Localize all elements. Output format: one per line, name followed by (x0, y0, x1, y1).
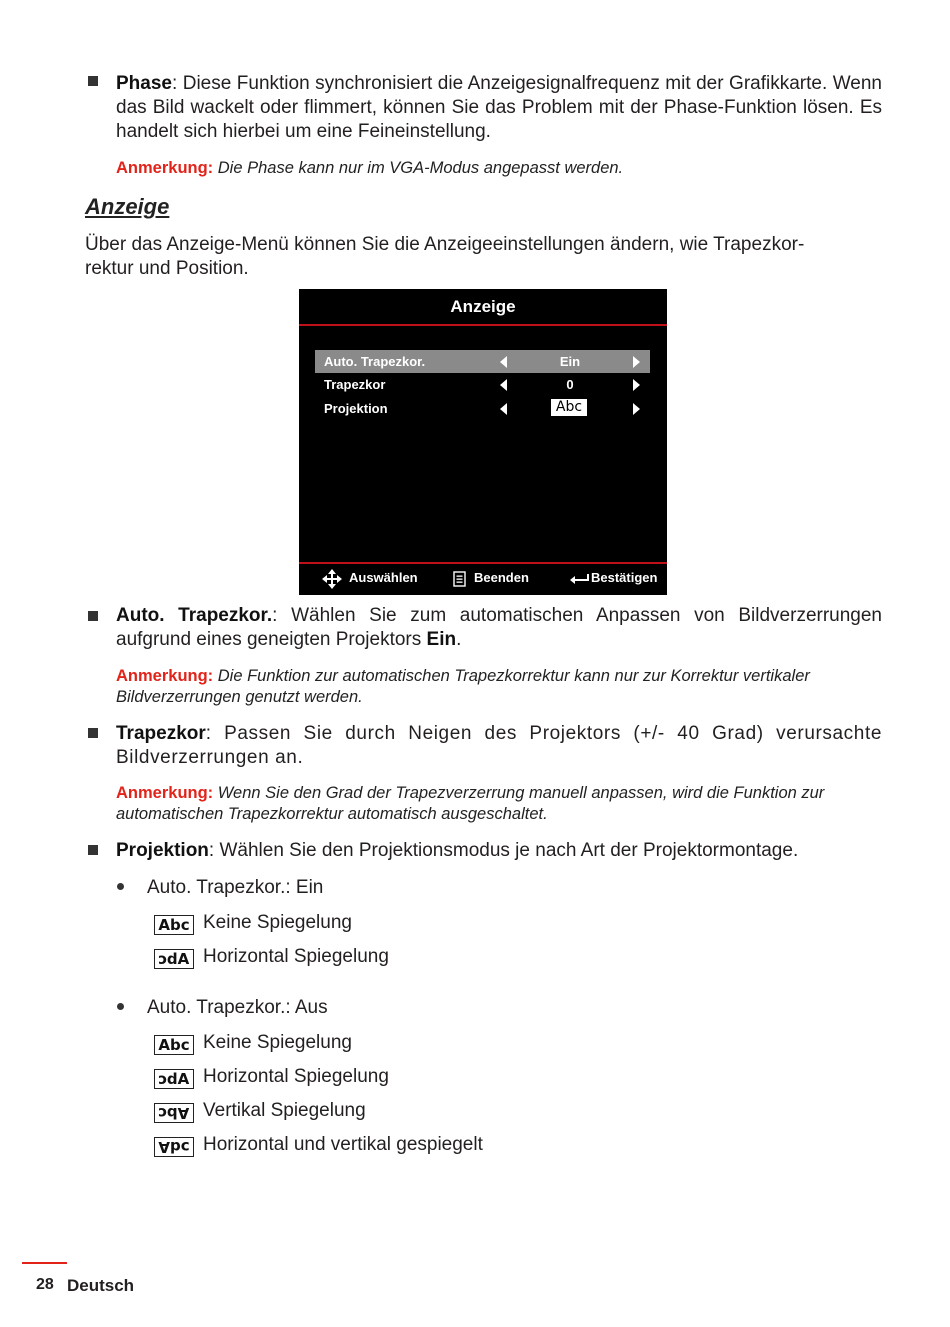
mode-label: Horizontal und vertikal gespiegelt (203, 1134, 483, 1155)
auto-keystone-paragraph (116, 604, 882, 652)
icon-glyph: Abc (158, 1104, 190, 1122)
icon-glyph: Abc (158, 1036, 190, 1054)
mode-label: Keine Spiegelung (203, 912, 352, 933)
no-mirror-icon (154, 1035, 194, 1055)
menu-icon (453, 571, 466, 587)
osd-row-label: Trapezkor (324, 377, 386, 392)
footer-select-label: Auswählen (349, 570, 418, 585)
section-heading: Anzeige (85, 194, 170, 219)
projection-term: Projektion (116, 840, 209, 861)
enter-icon (569, 573, 590, 585)
osd-title: Anzeige (450, 297, 516, 316)
footer-rule (22, 1262, 67, 1264)
mode-label: Horizontal Spiegelung (203, 1066, 389, 1087)
osd-row-value: Ein (559, 354, 581, 369)
osd-footer-divider (299, 562, 667, 564)
icon-glyph: Abc (158, 916, 190, 934)
arrow-left-icon[interactable] (500, 403, 507, 415)
arrow-right-icon[interactable] (633, 356, 640, 368)
note-text: Die Phase kann nur im VGA-Modus angepasst werden. (217, 159, 624, 177)
group-on-title: Auto. Trapezkor.: Ein (147, 877, 324, 898)
footer-confirm-label: Bestätigen (591, 570, 658, 585)
arrow-left-icon[interactable] (500, 356, 507, 368)
footer-exit-label: Beenden (474, 570, 529, 585)
hv-mirror-icon (154, 1137, 194, 1157)
section-intro-line1: Über das Anzeige-Menü können Sie die Anzeigeeinstellungen ändern, wie Trapezkor- (85, 234, 805, 255)
bullet-dot-icon (117, 1003, 124, 1010)
projection-text: : Wählen Sie den Projektionsmodus je nach Art der Projektormontage. (208, 840, 799, 861)
keystone-text: : Passen Sie durch Neigen des Projektors (+/- 40 Grad) verursachte Bildverzerrungen an. (116, 723, 882, 768)
keystone-term: Trapezkor (116, 723, 206, 744)
arrow-left-icon[interactable] (500, 379, 507, 391)
keystone-paragraph (116, 722, 882, 770)
osd-row-value: 0 (566, 377, 574, 392)
note-label: Anmerkung: (116, 159, 214, 177)
auto-keystone-bold: Ein (426, 629, 457, 650)
projection-mode-icon: Abc (551, 399, 587, 416)
auto-keystone-note (116, 666, 882, 708)
osd-row-auto-keystone[interactable] (315, 350, 650, 373)
bullet-dot-icon (117, 883, 124, 890)
icon-glyph: Abc (158, 1070, 190, 1088)
mode-label: Keine Spiegelung (203, 1032, 352, 1053)
bullet-square-icon (88, 728, 98, 738)
osd-divider (299, 324, 667, 326)
no-mirror-icon (154, 915, 194, 935)
auto-keystone-term: Auto. Trapezkor. (116, 605, 273, 626)
arrow-right-icon[interactable] (633, 379, 640, 391)
arrow-right-icon[interactable] (633, 403, 640, 415)
horizontal-mirror-icon (154, 949, 194, 969)
phase-note (116, 158, 882, 179)
footer-language: Deutsch (67, 1276, 135, 1295)
icon-glyph: Abc (158, 950, 190, 968)
mode-label: Horizontal Spiegelung (203, 946, 389, 967)
section-intro-line2: rektur und Position. (85, 258, 249, 279)
vertical-mirror-icon (154, 1103, 194, 1123)
osd-menu (299, 289, 667, 595)
phase-text: : Diese Funktion synchronisiert die Anzeigesignalfrequenz mit der Grafikkarte. Wenn das Bild wackelt oder flimmert, können Sie das Problem mit der Phase-Funktion lösen. Es handelt sich hierbei um eine Feineinstellung. (116, 73, 882, 142)
osd-row-label: Auto. Trapezkor. (324, 354, 426, 369)
icon-glyph: Abc (158, 1138, 190, 1156)
osd-row-projection[interactable] (315, 397, 650, 420)
note-text: Wenn Sie den Grad der Trapezverzerrung manuell anpassen, wird die Funktion zur automatischen Trapezkorrektur automatisch ausgeschaltet. (116, 784, 825, 823)
note-label: Anmerkung: (116, 784, 214, 802)
auto-keystone-text: : Wählen Sie zum automatischen Anpassen von Bildverzerrungen aufgrund eines geneigten Projektors (116, 605, 882, 650)
mode-label: Vertikal Spiegelung (203, 1100, 366, 1121)
projection-paragraph (116, 839, 882, 863)
group-off-title: Auto. Trapezkor.: Aus (147, 997, 328, 1018)
bullet-square-icon (88, 845, 98, 855)
period: . (456, 629, 462, 650)
note-text: Die Funktion zur automatischen Trapezkorrektur kann nur zur Korrektur vertikaler Bildverzerrungen genutzt werden. (116, 667, 810, 706)
osd-row-label: Projektion (324, 401, 388, 416)
page-number: 28 (36, 1276, 54, 1293)
phase-term: Phase (116, 73, 172, 94)
move-arrows-icon (321, 568, 343, 590)
note-label: Anmerkung: (116, 667, 214, 685)
keystone-note (116, 783, 882, 825)
horizontal-mirror-icon (154, 1069, 194, 1089)
phase-paragraph (116, 72, 882, 144)
bullet-square-icon (88, 76, 98, 86)
osd-row-keystone[interactable] (315, 373, 650, 396)
bullet-square-icon (88, 611, 98, 621)
